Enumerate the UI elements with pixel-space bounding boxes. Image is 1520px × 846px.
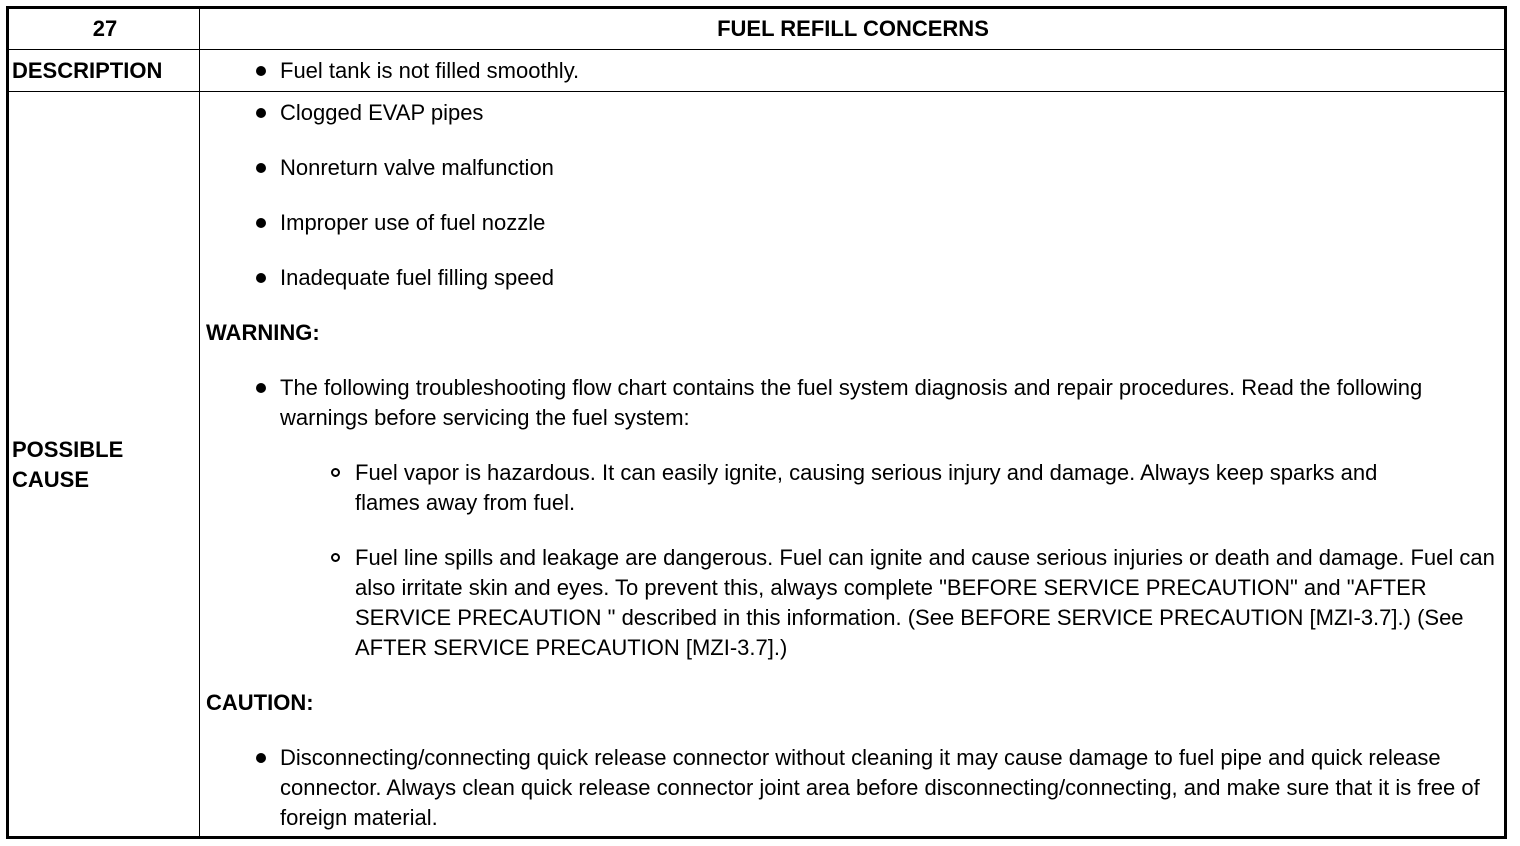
row-divider	[9, 49, 1504, 50]
warning-heading: WARNING:	[206, 320, 320, 345]
column-divider	[199, 9, 200, 836]
warning-subitem-text: Fuel vapor is hazardous. It can easily ignite, causing serious injury and damage. Always keep sparks and flames away from fuel.	[355, 460, 1378, 515]
description-text: Fuel tank is not filled smoothly.	[280, 58, 580, 83]
table-title: FUEL REFILL CONCERNS	[717, 16, 989, 41]
caution-heading: CAUTION:	[206, 690, 314, 715]
bullet-icon	[256, 218, 266, 228]
cause-text: Nonreturn valve malfunction	[280, 155, 554, 180]
cause-text: Inadequate fuel filling speed	[280, 265, 554, 290]
bullet-icon	[256, 753, 266, 763]
circle-bullet-icon	[331, 468, 340, 477]
fuel-refill-concerns-table	[6, 6, 1507, 839]
cause-text: Improper use of fuel nozzle	[280, 210, 546, 235]
circle-bullet-icon	[331, 553, 340, 562]
bullet-icon	[256, 273, 266, 283]
bullet-icon	[256, 66, 266, 76]
bullet-icon	[256, 108, 266, 118]
warning-text: The following troubleshooting flow chart contains the fuel system diagnosis and repair procedures. Read the following warnings before servicing the fuel system:	[280, 375, 1423, 430]
bullet-icon	[256, 383, 266, 393]
description-label: DESCRIPTION	[12, 58, 163, 83]
warning-subitem-text: Fuel line spills and leakage are dangerous. Fuel can ignite and cause serious injuries or death and damage. Fuel can also irritate skin and eyes. To prevent this, always complete "BEFORE SERVICE PRECAUTION" and "AFTER SERVICE PRECAUTION " described in this information. (See BEFORE SERVICE PRECAUTION [MZI-3.7].) (See AFTER SERVICE PRECAUTION [MZI-3.7].)	[355, 545, 1495, 660]
bullet-icon	[256, 163, 266, 173]
caution-text: Disconnecting/connecting quick release connector without cleaning it may cause damage to fuel pipe and quick release connector. Always clean quick release connector joint area before disconnecting/connecting, and make sure that it is free of foreign material.	[280, 745, 1480, 830]
row-divider	[9, 91, 1504, 92]
possible-cause-label: POSSIBLE CAUSE	[12, 437, 124, 492]
cause-text: Clogged EVAP pipes	[280, 100, 484, 125]
table-number: 27	[92, 16, 118, 41]
